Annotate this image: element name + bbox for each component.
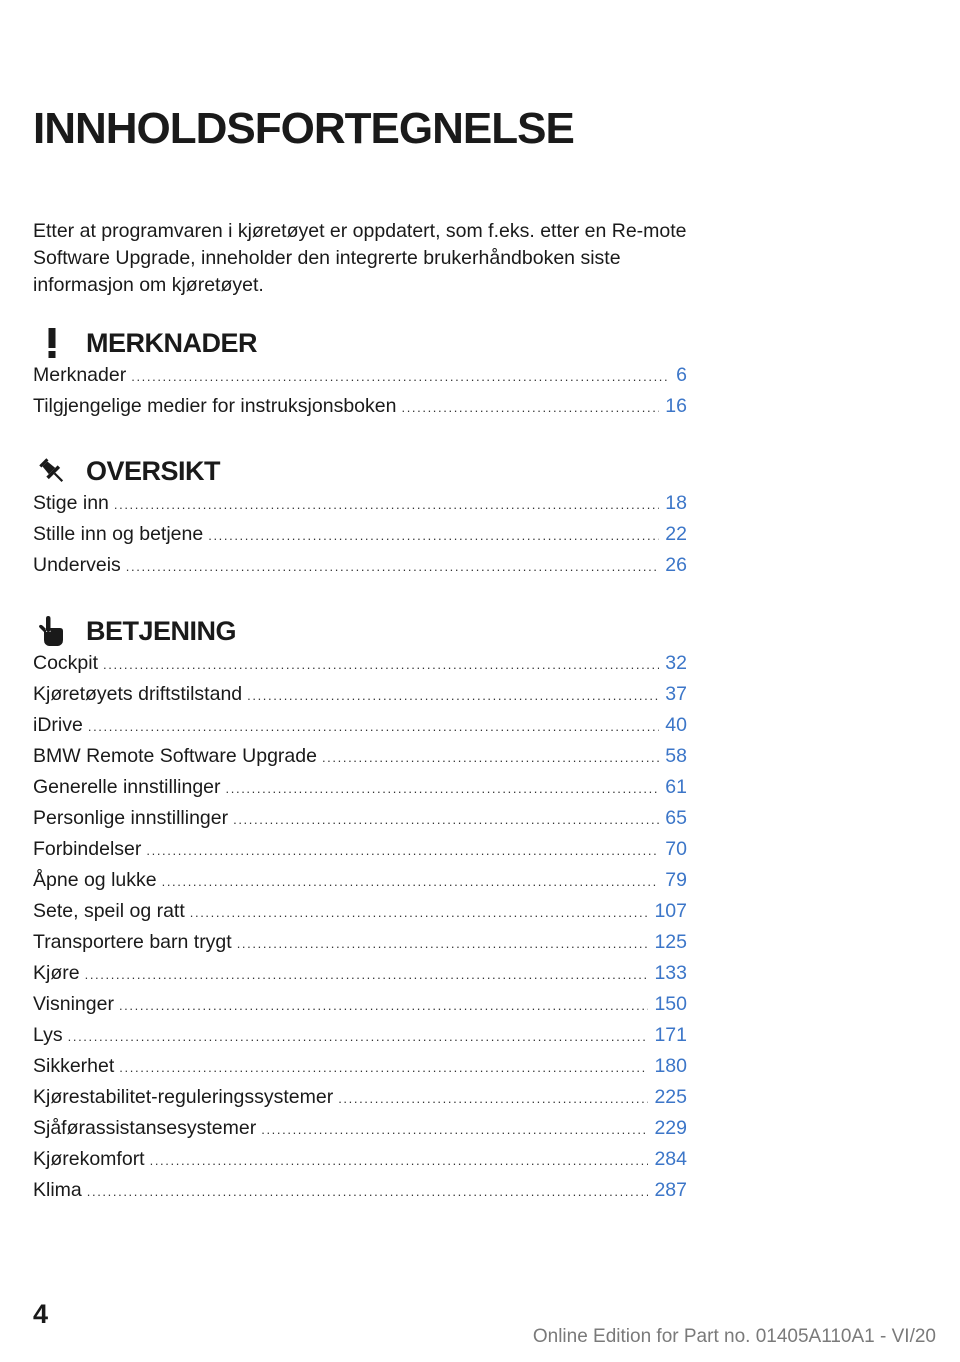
toc-entry[interactable] [33,931,687,962]
toc-entry-title: Stige inn [33,492,109,514]
toc-entry-title: Merknader [33,364,127,386]
toc-page-link[interactable]: 287 [654,1179,687,1201]
dot-leader [208,528,659,543]
toc-page-link[interactable]: 58 [665,745,687,767]
toc-page-link[interactable]: 284 [654,1148,687,1170]
toc-page-link[interactable]: 37 [665,683,687,705]
toc-entry-title: Generelle innstillinger [33,776,221,798]
dot-leader [88,719,659,734]
toc-page-link[interactable]: 171 [654,1024,687,1046]
dot-leader [401,400,659,415]
toc-entry-title: Tilgjengelige medier for instruksjonsboken [33,395,397,417]
toc-page-link[interactable]: 133 [654,962,687,984]
section-title: MERKNADER [86,327,257,358]
section-heading-oversikt [33,451,220,491]
toc-entry[interactable] [33,554,687,585]
intro-paragraph: Etter at programvaren i kjøretøyet er oppdatert, som f.eks. etter en Re-mote Software Upgrade, inneholder den integrerte brukerhåndboken siste informasjon om kjøretøyet. [33,220,687,296]
page-number: 4 [33,1299,49,1329]
dot-leader [131,369,670,384]
dot-leader [68,1029,649,1044]
dot-leader [150,1153,649,1168]
dot-leader [226,781,660,796]
toc-entry-title: Stille inn og betjene [33,523,204,545]
toc-page-link[interactable]: 40 [665,714,687,736]
toc-entry-title: Lys [33,1024,63,1046]
toc-page-link[interactable]: 65 [665,807,687,829]
dot-leader [338,1091,648,1106]
toc-entry[interactable] [33,683,687,714]
dot-leader [114,497,659,512]
toc-entry-title: Kjørestabilitet-reguleringssystemer [33,1086,334,1108]
toc-entry[interactable] [33,1117,687,1148]
toc-entry[interactable] [33,745,687,776]
toc-entry[interactable] [33,869,687,900]
toc-entry[interactable] [33,523,687,554]
dot-leader [190,905,649,920]
toc-page-link[interactable]: 6 [676,364,687,386]
toc-entry[interactable] [33,1055,687,1086]
toc-entry-title: Transportere barn trygt [33,931,232,953]
dot-leader [162,874,660,889]
dot-leader [103,657,659,672]
toc-entry-title: Cockpit [33,652,99,674]
toc-entry[interactable] [33,962,687,993]
toc-entry[interactable] [33,1148,687,1179]
toc-entry[interactable] [33,714,687,745]
footer-edition: Online Edition for Part no. 01405A110A1 - VI/20 [532,1326,936,1347]
toc-page-link[interactable]: 150 [654,993,687,1015]
toc-entry[interactable] [33,993,687,1024]
toc-page-link[interactable]: 32 [665,652,687,674]
section-title: BETJENING [86,615,237,646]
toc-entry-title: Visninger [33,993,114,1015]
exclamation-icon [33,323,71,363]
toc-entry[interactable] [33,492,687,523]
section-heading-merknader [33,323,257,363]
dot-leader [237,936,649,951]
dot-leader [261,1122,648,1137]
toc-page-link[interactable]: 125 [654,931,687,953]
toc-entry-title: Underveis [33,554,121,576]
section-heading-betjening [33,611,236,651]
toc-entry[interactable] [33,364,687,395]
dot-leader [87,1184,649,1199]
toc-entry-title: iDrive [33,714,83,736]
toc-entry[interactable] [33,1024,687,1055]
toc-entry-title: Sjåførassistansesystemer [33,1117,257,1139]
hand-pointer-icon [33,611,71,651]
toc-entry-title: Kjørekomfort [33,1148,145,1170]
toc-entry[interactable] [33,838,687,869]
toc-page-link[interactable]: 229 [654,1117,687,1139]
toc-entry-title: Forbindelser [33,838,142,860]
toc-page-link[interactable]: 79 [665,869,687,891]
dot-leader [247,688,659,703]
toc-page-link[interactable]: 18 [665,492,687,514]
toc-page-link[interactable]: 26 [665,554,687,576]
section-title: OVERSIKT [86,455,221,486]
toc-entry[interactable] [33,776,687,807]
toc-entry-title: Åpne og lukke [33,869,157,891]
toc-entry-title: Kjøretøyets driftstilstand [33,683,243,705]
toc-entry-title: Sete, speil og ratt [33,900,185,922]
toc-entry-title: Kjøre [33,962,80,984]
pin-icon [33,451,71,491]
dot-leader [119,1060,648,1075]
dot-leader [126,559,660,574]
toc-page-link[interactable]: 16 [665,395,687,417]
toc-entry-title: Klima [33,1179,82,1201]
dot-leader [322,750,659,765]
dot-leader [85,967,649,982]
toc-page-link[interactable]: 70 [665,838,687,860]
toc-entry[interactable] [33,1086,687,1117]
dot-leader [119,998,649,1013]
dot-leader [233,812,659,827]
toc-entry[interactable] [33,900,687,931]
toc-entry[interactable] [33,395,687,426]
dot-leader [146,843,659,858]
toc-entry-title: Personlige innstillinger [33,807,229,829]
toc-page-link[interactable]: 225 [654,1086,687,1108]
toc-entry[interactable] [33,807,687,838]
toc-entry[interactable] [33,1179,687,1210]
toc-page-link[interactable]: 61 [665,776,687,798]
page-title: INNHOLDSFORTEGNELSE [33,104,574,153]
toc-page-link[interactable]: 180 [654,1055,687,1077]
toc-entry-title: Sikkerhet [33,1055,115,1077]
toc-page-link[interactable]: 107 [654,900,687,922]
toc-entry[interactable] [33,652,687,683]
toc-page-link[interactable]: 22 [665,523,687,545]
toc-entry-title: BMW Remote Software Upgrade [33,745,317,767]
